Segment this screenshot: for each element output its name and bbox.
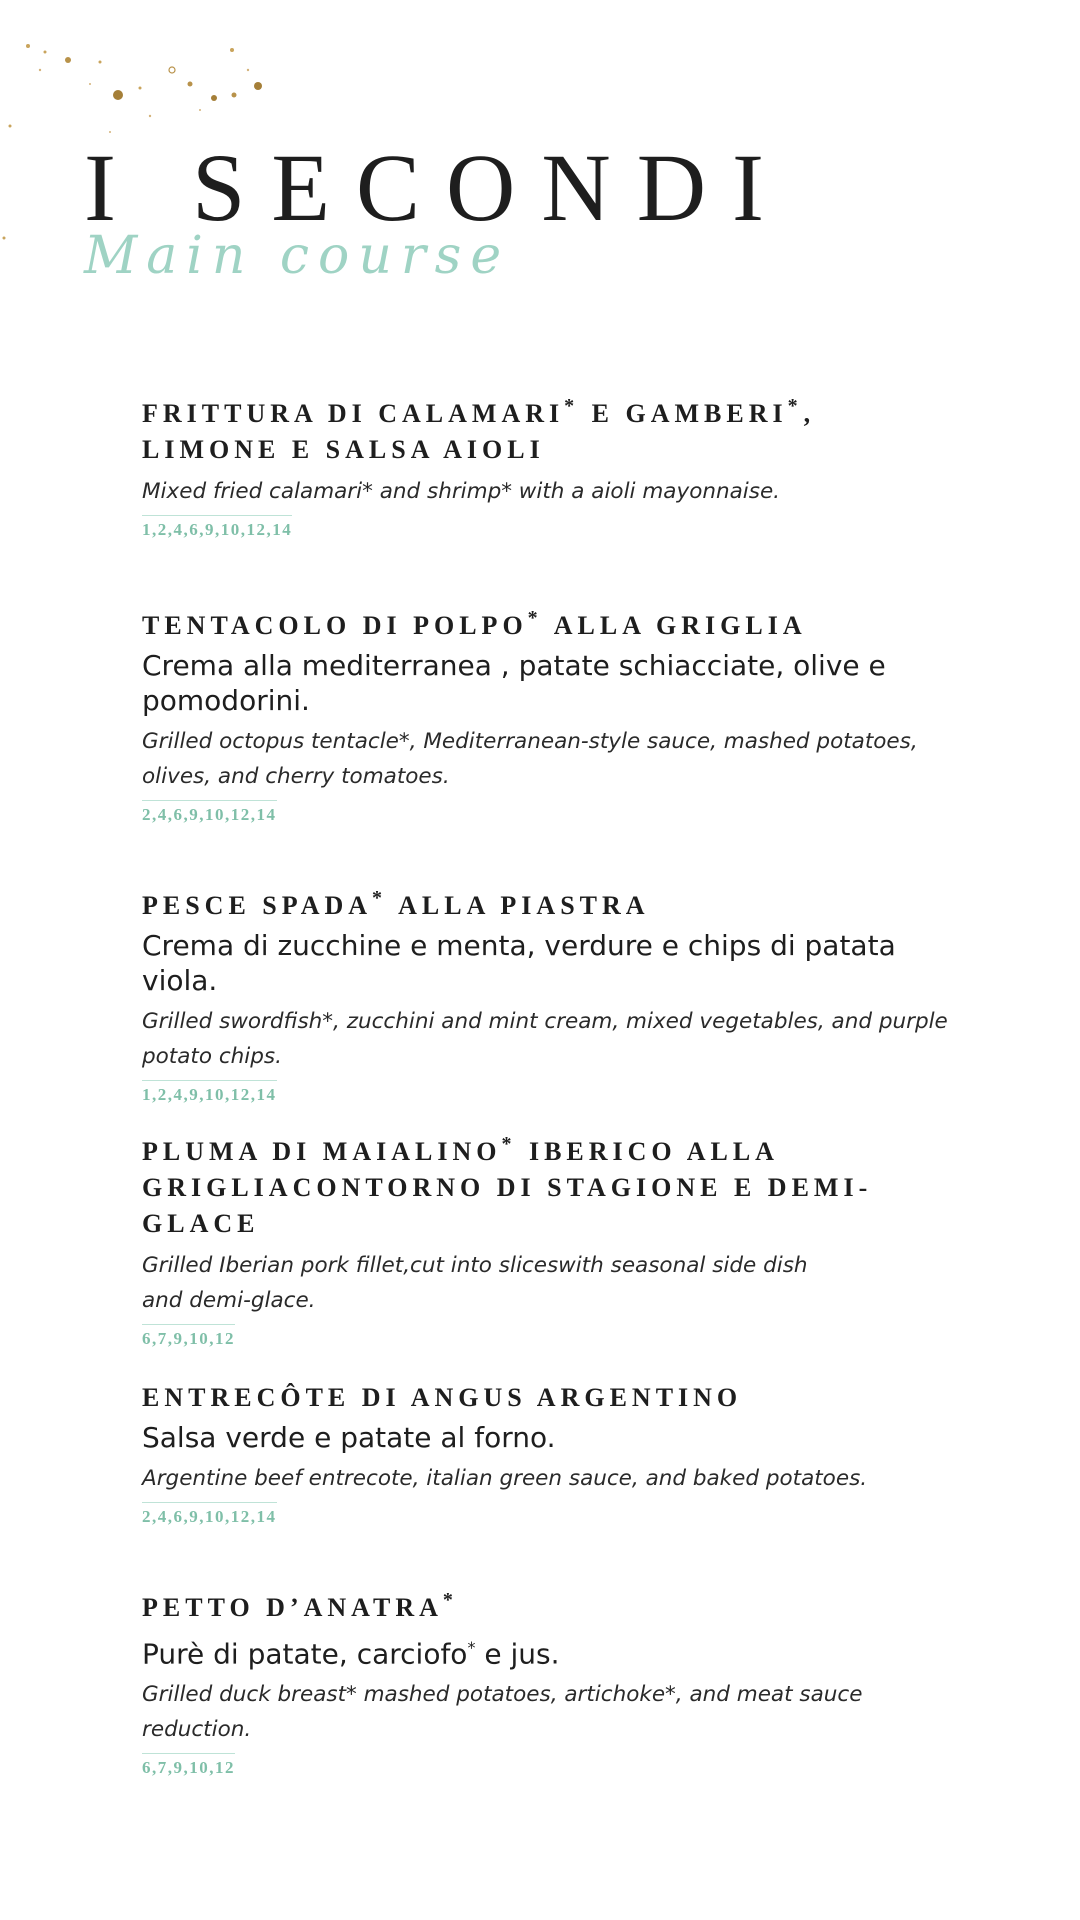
dish-name [142, 1590, 962, 1626]
dish-name-text: , [803, 399, 816, 428]
dish-description-italian [142, 1630, 962, 1671]
dish-description-line: Grilled Iberian pork fillet,cut into sliceswith seasonal side dish [142, 1253, 808, 1278]
dish-item [142, 608, 962, 827]
dish-description-italian: Crema alla mediterranea , patate schiacciate, olive e pomodorini. [142, 649, 886, 717]
allergen-codes: 1,2,4,6,9,10,12,14 [142, 515, 292, 542]
dish-description-italian: Crema di zucchine e menta, verdure e chips di patata viola. [142, 929, 896, 997]
page-subtitle: Main course [84, 226, 511, 286]
dish-item [142, 888, 962, 1107]
dish-name-text: IBERICO ALLA [517, 1137, 779, 1166]
dish-description-line: and demi-glace. [142, 1288, 316, 1313]
dish-item [142, 1134, 962, 1351]
dish-description-english: Mixed fried calamari* and shrimp* with a aioli mayonnaise. [142, 479, 781, 504]
asterisk-marker: * [442, 1589, 453, 1611]
dish-name-text: TENTACOLO DI POLPO [142, 611, 528, 640]
page-title: I SECONDI [84, 134, 790, 241]
dish-name-text: ENTRECÔTE DI ANGUS ARGENTINO [142, 1383, 743, 1412]
allergen-codes: 1,2,4,9,10,12,14 [142, 1080, 277, 1107]
dish-description-english: Grilled duck breast* mashed potatoes, artichoke*, and meat sauce reduction. [142, 1682, 863, 1743]
dish-name-text: GRIGLIACONTORNO DI STAGIONE E DEMI-GLACE [142, 1173, 873, 1238]
asterisk-marker: * [787, 395, 798, 417]
asterisk-marker: * [527, 607, 538, 629]
dish-name [142, 1380, 962, 1416]
dish-name-text: ALLA PIASTRA [388, 891, 650, 920]
dish-item [142, 396, 962, 542]
dish-name [142, 396, 962, 468]
dish-name-text: FRITTURA DI CALAMARI [142, 399, 565, 428]
dish-description-italian: Salsa verde e patate al forno. [142, 1421, 556, 1454]
asterisk-marker: * [501, 1133, 512, 1155]
dish-name-text: LIMONE E SALSA AIOLI [142, 435, 545, 464]
allergen-codes: 6,7,9,10,12 [142, 1324, 235, 1351]
dish-name-text: E GAMBERI [580, 399, 788, 428]
dish-name-text: PLUMA DI MAIALINO [142, 1137, 502, 1166]
dish-name [142, 608, 962, 644]
asterisk-marker: * [467, 1638, 476, 1657]
asterisk-marker: * [372, 887, 383, 909]
dish-description-english: Grilled octopus tentacle*, Mediterranean-style sauce, mashed potatoes, olives, and cherry tomatoes. [142, 729, 918, 789]
dish-description-english: Grilled swordfish*, zucchini and mint cream, mixed vegetables, and purple potato chips. [142, 1009, 948, 1069]
dish-name-text: PETTO D’ANATRA [142, 1593, 443, 1622]
dish-name-text: PESCE SPADA [142, 891, 373, 920]
dish-name [142, 1134, 962, 1242]
dish-item [142, 1380, 962, 1529]
asterisk-marker: * [564, 395, 575, 417]
menu-header [84, 134, 790, 286]
dish-description-english: Argentine beef entrecote, italian green sauce, and baked potatoes. [142, 1466, 868, 1491]
allergen-codes: 2,4,6,9,10,12,14 [142, 800, 277, 827]
dish-description-english [142, 1248, 962, 1318]
dish-description-text: Purè di patate, carciofo [142, 1637, 468, 1671]
dish-name [142, 888, 962, 924]
allergen-codes: 2,4,6,9,10,12,14 [142, 1502, 277, 1529]
dish-name-text: ALLA GRIGLIA [543, 611, 807, 640]
dish-description-text: e jus. [475, 1637, 560, 1671]
allergen-codes: 6,7,9,10,12 [142, 1753, 235, 1780]
dish-item [142, 1590, 962, 1780]
